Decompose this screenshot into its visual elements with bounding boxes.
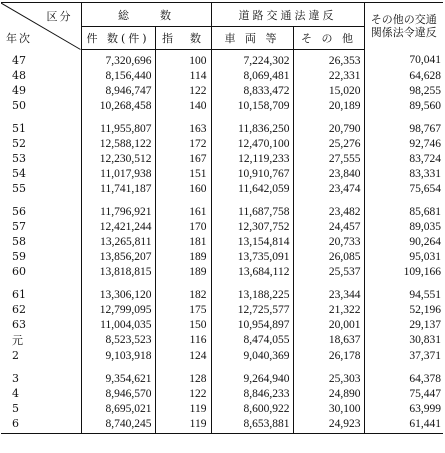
total-count-cell: 12,588,122 [81, 136, 155, 151]
road-other-violation-cell: 23,482 [293, 196, 364, 219]
year-cell: 63 [12, 318, 26, 331]
total-count-cell: 11,796,921 [81, 196, 155, 219]
other-laws-violation-cell: 92,746 [364, 136, 443, 151]
index-cell: 181 [155, 234, 211, 249]
vehicle-header: 車 両 等 [211, 27, 293, 50]
other-traffic-laws-header-line1: その他の交通 [370, 13, 437, 27]
year-cell: 6 [1, 416, 81, 434]
table-row [1, 50, 443, 69]
other-traffic-laws-header-line2: 関係法令違反 [370, 26, 437, 40]
index-cell: 122 [155, 386, 211, 401]
total-count-cell: 13,265,811 [81, 234, 155, 249]
table-row [1, 416, 443, 434]
road-other-violation-cell: 22,331 [293, 68, 364, 83]
total-count-cell: 13,306,120 [81, 279, 155, 302]
index-cell: 161 [155, 196, 211, 219]
other-laws-violation-cell: 90,264 [364, 234, 443, 249]
count-header: 件 数(件) [81, 27, 155, 50]
year-cell: 56 [12, 205, 26, 218]
year-cell: 53 [12, 152, 26, 165]
road-other-violation-cell: 20,189 [293, 98, 364, 113]
table-row [1, 264, 443, 279]
total-count-cell: 11,004,035 [81, 317, 155, 332]
other-laws-violation-cell: 94,551 [364, 279, 443, 302]
road-other-violation-cell: 15,020 [293, 83, 364, 98]
road-traffic-law-header: 道路交通法違反 [211, 3, 364, 27]
vehicle-violation-cell: 10,954,897 [211, 317, 293, 332]
road-other-violation-cell: 27,555 [293, 151, 364, 166]
index-cell: 189 [155, 249, 211, 264]
index-cell: 175 [155, 302, 211, 317]
vehicle-violation-cell: 11,687,758 [211, 196, 293, 219]
total-count-cell: 12,421,244 [81, 219, 155, 234]
year-cell: 60 [12, 265, 26, 278]
index-cell: 119 [155, 416, 211, 434]
vehicle-violation-cell: 13,154,814 [211, 234, 293, 249]
vehicle-violation-cell: 11,642,059 [211, 181, 293, 196]
index-cell: 116 [155, 332, 211, 348]
year-cell: 55 [12, 182, 26, 195]
table-row [1, 219, 443, 234]
table-row [1, 151, 443, 166]
vehicle-violation-cell: 13,735,091 [211, 249, 293, 264]
vehicle-violation-cell: 13,684,112 [211, 264, 293, 279]
road-other-violation-cell: 20,790 [293, 113, 364, 136]
table-row [1, 181, 443, 196]
index-cell: 100 [155, 50, 211, 69]
table-row [1, 348, 443, 363]
other-laws-violation-cell: 29,137 [364, 317, 443, 332]
total-count-cell: 7,320,696 [81, 50, 155, 69]
index-cell: 122 [155, 83, 211, 98]
year-cell: 5 [12, 402, 19, 415]
year-label: 年次 [6, 31, 32, 45]
road-other-violation-cell: 25,537 [293, 264, 364, 279]
year-cell: 54 [12, 167, 26, 180]
vehicle-violation-cell: 11,836,250 [211, 113, 293, 136]
vehicle-violation-cell: 12,725,577 [211, 302, 293, 317]
year-cell: 58 [12, 235, 26, 248]
vehicle-violation-cell: 8,833,472 [211, 83, 293, 98]
table-row [1, 317, 443, 332]
year-cell: 2 [12, 349, 19, 362]
table-row [1, 113, 443, 136]
other-laws-violation-cell: 95,031 [364, 249, 443, 264]
table-row [1, 401, 443, 416]
year-cell: 61 [12, 288, 26, 301]
total-count-cell: 8,946,570 [81, 386, 155, 401]
total-count-cell: 8,523,523 [81, 332, 155, 348]
vehicle-violation-cell: 9,264,940 [211, 363, 293, 386]
road-other-violation-cell: 24,890 [293, 386, 364, 401]
year-cell: 57 [12, 220, 26, 233]
other-laws-violation-cell: 89,035 [364, 219, 443, 234]
index-header: 指 数 [155, 27, 211, 50]
index-cell: 151 [155, 166, 211, 181]
total-count-cell: 13,856,207 [81, 249, 155, 264]
other-laws-violation-cell: 70,041 [364, 50, 443, 69]
vehicle-violation-cell: 9,040,369 [211, 348, 293, 363]
road-other-violation-cell: 23,840 [293, 166, 364, 181]
index-cell: 160 [155, 181, 211, 196]
index-cell: 114 [155, 68, 211, 83]
road-other-violation-cell: 18,637 [293, 332, 364, 348]
road-other-violation-cell: 30,100 [293, 401, 364, 416]
vehicle-violation-cell: 12,307,752 [211, 219, 293, 234]
table-row [1, 234, 443, 249]
table-row [1, 83, 443, 98]
other-laws-violation-cell: 61,441 [364, 416, 443, 434]
index-cell: 150 [155, 317, 211, 332]
other-traffic-laws-header [364, 3, 443, 50]
year-cell: 62 [12, 303, 26, 316]
index-cell: 170 [155, 219, 211, 234]
total-count-cell: 9,354,621 [81, 363, 155, 386]
road-other-violation-cell: 26,178 [293, 348, 364, 363]
vehicle-violation-cell: 8,846,233 [211, 386, 293, 401]
year-cell: 3 [12, 372, 19, 385]
year-cell: 50 [12, 99, 26, 112]
other-laws-violation-cell: 109,166 [364, 264, 443, 279]
year-cell: 49 [12, 84, 26, 97]
vehicle-violation-cell: 8,600,922 [211, 401, 293, 416]
table-row [1, 302, 443, 317]
road-other-violation-cell: 23,344 [293, 279, 364, 302]
table-row [1, 196, 443, 219]
other-laws-violation-cell: 52,196 [364, 302, 443, 317]
road-other-violation-cell: 20,733 [293, 234, 364, 249]
table-row [1, 249, 443, 264]
total-count-cell: 11,741,187 [81, 181, 155, 196]
other-laws-violation-cell: 83,724 [364, 151, 443, 166]
total-header: 総 数 [81, 3, 211, 27]
vehicle-violation-cell: 12,119,233 [211, 151, 293, 166]
vehicle-violation-cell: 13,188,225 [211, 279, 293, 302]
year-cell: 51 [12, 122, 26, 135]
total-count-cell: 8,695,021 [81, 401, 155, 416]
other-laws-violation-cell: 98,767 [364, 113, 443, 136]
index-cell: 119 [155, 401, 211, 416]
total-count-cell: 12,799,095 [81, 302, 155, 317]
statistics-table [1, 2, 443, 434]
total-count-cell: 12,230,512 [81, 151, 155, 166]
vehicle-violation-cell: 8,069,481 [211, 68, 293, 83]
road-other-violation-cell: 26,085 [293, 249, 364, 264]
year-cell: 47 [12, 53, 26, 67]
road-other-violation-cell: 26,353 [293, 50, 364, 69]
table-row [1, 363, 443, 386]
other-laws-violation-cell: 98,255 [364, 83, 443, 98]
year-cell: 元 [12, 334, 23, 347]
table-row [1, 98, 443, 113]
year-cell: 52 [12, 137, 26, 150]
road-other-violation-cell: 24,457 [293, 219, 364, 234]
other-laws-violation-cell: 89,560 [364, 98, 443, 113]
other-laws-violation-cell: 37,371 [364, 348, 443, 363]
total-count-cell: 8,740,245 [81, 416, 155, 434]
other-laws-violation-cell: 75,447 [364, 386, 443, 401]
road-other-header: そ の 他 [293, 27, 364, 50]
total-count-cell: 11,955,807 [81, 113, 155, 136]
vehicle-violation-cell: 8,653,881 [211, 416, 293, 434]
road-other-violation-cell: 25,276 [293, 136, 364, 151]
index-cell: 167 [155, 151, 211, 166]
road-other-violation-cell: 25,303 [293, 363, 364, 386]
table-row [1, 68, 443, 83]
road-other-violation-cell: 23,474 [293, 181, 364, 196]
table-header [1, 3, 443, 50]
vehicle-violation-cell: 8,474,055 [211, 332, 293, 348]
vehicle-violation-cell: 10,910,767 [211, 166, 293, 181]
index-cell: 124 [155, 348, 211, 363]
index-cell: 163 [155, 113, 211, 136]
other-laws-violation-cell: 85,681 [364, 196, 443, 219]
total-count-cell: 11,017,938 [81, 166, 155, 181]
index-cell: 128 [155, 363, 211, 386]
table-body [1, 50, 443, 434]
year-cell: 48 [12, 69, 26, 82]
vehicle-violation-cell: 10,158,709 [211, 98, 293, 113]
vehicle-violation-cell: 7,224,302 [211, 50, 293, 69]
table-row [1, 332, 443, 348]
other-laws-violation-cell: 30,831 [364, 332, 443, 348]
total-count-cell: 13,818,815 [81, 264, 155, 279]
road-other-violation-cell: 24,923 [293, 416, 364, 434]
other-laws-violation-cell: 75,654 [364, 181, 443, 196]
category-label: 区分 [46, 10, 73, 23]
table-row [1, 166, 443, 181]
table-row [1, 279, 443, 302]
other-laws-violation-cell: 83,331 [364, 166, 443, 181]
total-count-cell: 8,156,440 [81, 68, 155, 83]
other-laws-violation-cell: 64,628 [364, 68, 443, 83]
total-count-cell: 9,103,918 [81, 348, 155, 363]
index-cell: 140 [155, 98, 211, 113]
road-other-violation-cell: 20,001 [293, 317, 364, 332]
index-cell: 189 [155, 264, 211, 279]
total-count-cell: 8,946,747 [81, 83, 155, 98]
table-row [1, 136, 443, 151]
other-laws-violation-cell: 63,999 [364, 401, 443, 416]
index-cell: 172 [155, 136, 211, 151]
index-cell: 182 [155, 279, 211, 302]
year-cell: 59 [12, 250, 26, 263]
year-cell: 4 [12, 387, 19, 400]
total-count-cell: 10,268,458 [81, 98, 155, 113]
vehicle-violation-cell: 12,470,100 [211, 136, 293, 151]
table-row [1, 386, 443, 401]
road-other-violation-cell: 21,322 [293, 302, 364, 317]
corner-header-cell [1, 3, 81, 50]
other-laws-violation-cell: 64,378 [364, 363, 443, 386]
